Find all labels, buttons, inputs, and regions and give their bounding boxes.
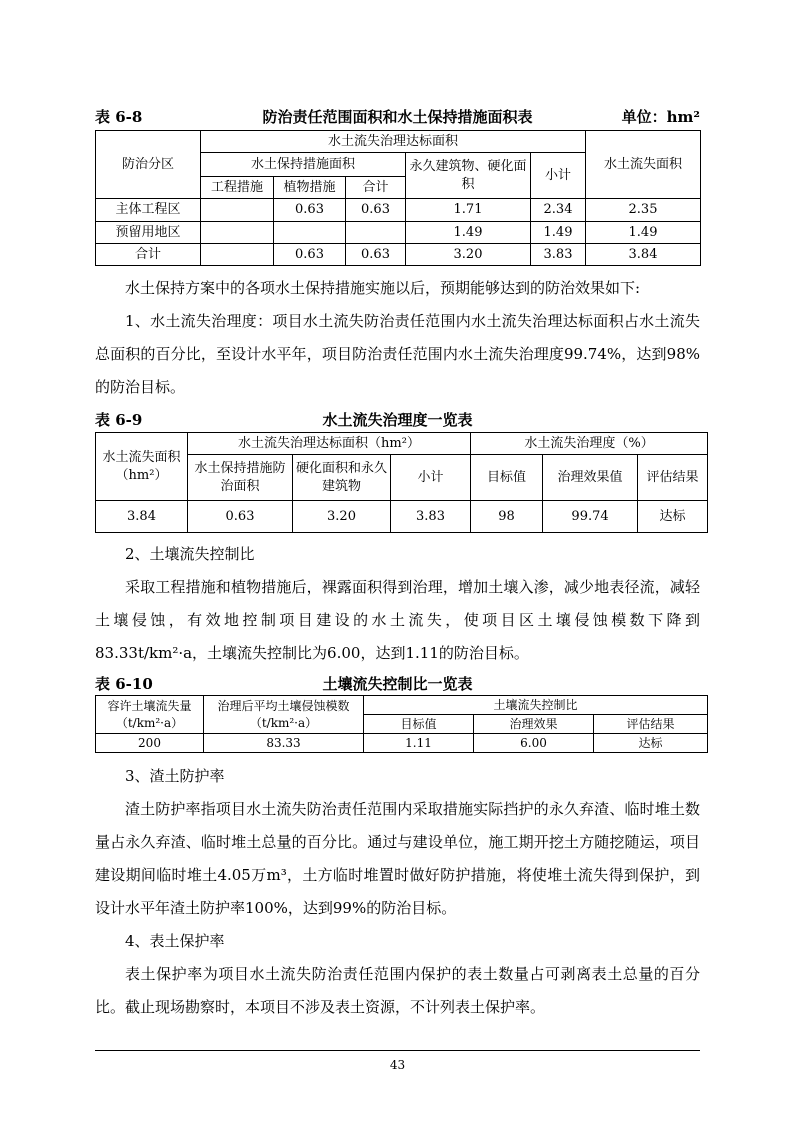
table-6-8 <box>95 130 701 266</box>
table-title: 防治责任范围面积和水土保持措施面积表 <box>262 108 533 126</box>
table-unit: 单位：hm² <box>621 108 700 126</box>
table-row: 预留用地区 1.49 1.49 1.49 <box>96 222 701 244</box>
paragraph: 水土保持方案中的各项水土保持措施实施以后，预期能够达到的防治效果如下: <box>125 279 641 297</box>
table-6-10-caption <box>95 673 700 695</box>
header-standard: 水土流失治理达标面积（hm²） <box>188 433 471 455</box>
header-allow: 容许土壤流失量（t/km²·a） <box>96 696 204 734</box>
table-row: 合计 0.63 0.63 3.20 3.83 3.84 <box>96 244 701 266</box>
header-result: 评估结果 <box>638 455 708 501</box>
table-title: 水土流失治理度一览表 <box>322 411 473 429</box>
header-zone: 防治分区 <box>96 131 201 199</box>
section-heading: 2、土壤流失控制比 <box>125 545 255 563</box>
header-target: 目标值 <box>471 455 543 501</box>
table-6-10 <box>95 695 708 753</box>
table-row: 3.84 0.63 3.20 3.83 98 99.74 达标 <box>96 501 708 533</box>
header-loss-area: 水土流失面积（hm²） <box>96 433 188 501</box>
table-row: 200 83.33 1.11 6.00 达标 <box>96 734 708 753</box>
header-ratio: 土壤流失控制比 <box>364 696 708 715</box>
header-standard-area: 水土流失治理达标面积 <box>201 131 586 153</box>
section-heading: 4、表土保护率 <box>125 932 225 950</box>
footer-divider <box>95 1050 700 1051</box>
table-title: 土壤流失控制比一览表 <box>322 675 473 693</box>
header-avg: 治理后平均土壤侵蚀模数（t/km²·a） <box>204 696 364 734</box>
header-engineering: 工程措施 <box>201 177 274 199</box>
table-number: 表 6-8 <box>95 108 143 126</box>
header-permanent: 永久建筑物、硬化面积 <box>406 153 531 199</box>
header-hard: 硬化面积和永久建筑物 <box>293 455 391 501</box>
header-degree: 水土流失治理度（%） <box>471 433 708 455</box>
paragraph: 表土保护率为项目水土流失防治责任范围内保护的表土数量占可剥离表土总量的百分比。截止现场勘察时，本项目不涉及表土资源，不计列表土保护率。 <box>95 965 700 1016</box>
paragraph: 渣土防护率指项目水土流失防治责任范围内采取措施实际挡护的永久弃渣、临时堆土数量占永久弃渣、临时堆土总量的百分比。通过与建设单位，施工期开挖土方随挖随运，项目建设期间临时堆土4.05万m³，土方临时堆置时做好防护措施，将使堆土流失得到保护，到设计水平年渣土防护率100%，达到99%的防治目标。 <box>95 800 700 917</box>
table-6-9-caption <box>95 409 700 431</box>
table-row: 主体工程区 0.63 0.63 1.71 2.34 2.35 <box>96 199 701 222</box>
page-number: 43 <box>389 1058 406 1072</box>
header-subtotal: 小计 <box>531 153 586 199</box>
paragraph: 采取工程措施和植物措施后，裸露面积得到治理，增加土壤入渗，减少地表径流，减轻土壤侵蚀，有效地控制项目建设的水土流失，使项目区土壤侵蚀模数下降到83.33t/km²·a，土壤流失控制比为6.00，达到1.11的防治目标。 <box>95 578 700 662</box>
header-subtotal: 小计 <box>391 455 471 501</box>
header-loss-area: 水土流失面积 <box>586 131 701 199</box>
header-measure-area: 水土保持措施面积 <box>201 153 406 177</box>
section-heading: 3、渣土防护率 <box>125 767 225 785</box>
header-effect: 治理效果值 <box>543 455 638 501</box>
table-6-9 <box>95 432 708 533</box>
table-number: 表 6-9 <box>95 411 143 429</box>
header-target: 目标值 <box>364 715 474 734</box>
paragraph: 1、水土流失治理度：项目水土流失防治责任范围内水土流失治理达标面积占水土流失总面积的百分比，至设计水平年，项目防治责任范围内水土流失治理度99.74%，达到98%的防治目标。 <box>95 312 700 396</box>
body-text-3 <box>95 760 700 1024</box>
header-measure: 水土保持措施防治面积 <box>188 455 293 501</box>
header-result: 评估结果 <box>594 715 708 734</box>
header-total: 合计 <box>346 177 406 199</box>
header-effect: 治理效果 <box>474 715 594 734</box>
header-plant: 植物措施 <box>274 177 346 199</box>
table-6-8-caption <box>95 106 700 128</box>
body-text-1 <box>95 272 700 404</box>
table-number: 表 6-10 <box>95 675 153 693</box>
body-text-2 <box>95 538 700 670</box>
